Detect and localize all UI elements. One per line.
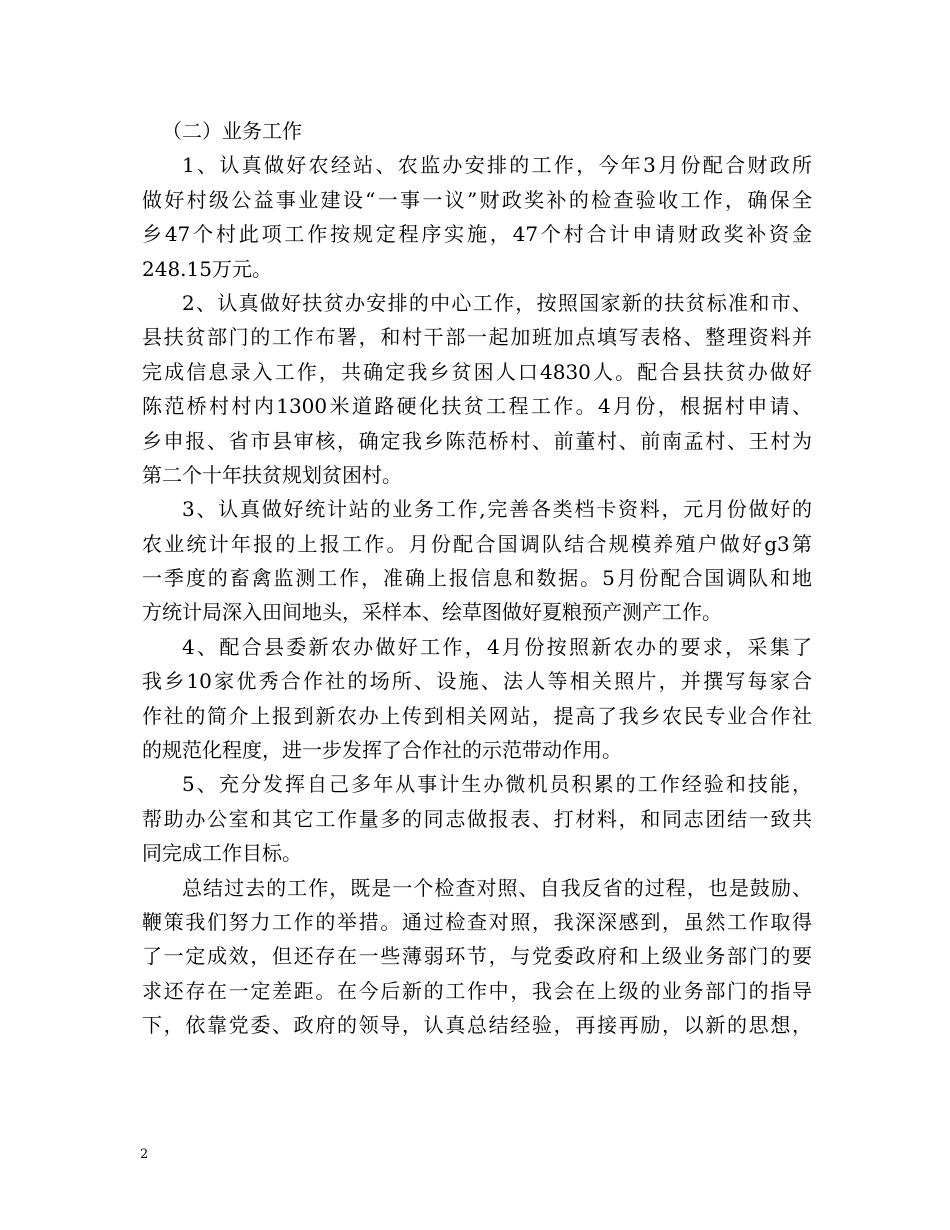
paragraph-line: 鞭策我们努力工作的举措。通过检查对照，我深深感到，虽然工作取得 <box>142 909 812 934</box>
paragraph-line: 陈范桥村村内1300米道路硬化扶贫工程工作。4月份，根据村申请、 <box>142 394 812 419</box>
paragraph-line: 2、认真做好扶贫办安排的中心工作，按照国家新的扶贫标准和市、 <box>182 290 812 315</box>
paragraph-line: 方统计局深入田间地头，采样本、绘草图做好夏粮预产测产工作。 <box>142 600 722 625</box>
paragraph-line: 县扶贫部门的工作布署，和村干部一起加班加点填写表格、整理资料并 <box>142 325 812 350</box>
paragraph-line: 我乡10家优秀合作社的场所、设施、法人等相关照片，并撰写每家合 <box>142 669 812 694</box>
paragraph-line: 同完成工作目标。 <box>142 841 302 866</box>
paragraph-line: 1、认真做好农经站、农监办安排的工作，今年3月份配合财政所 <box>182 153 812 178</box>
paragraph-line: 作社的简介上报到新农办上传到相关网站，提高了我乡农民专业合作社 <box>142 703 812 728</box>
paragraph-line: 求还存在一定差距。在今后新的工作中，我会在上级的业务部门的指导 <box>142 978 812 1003</box>
paragraph-line: 了一定成效，但还存在一些薄弱环节，与党委政府和上级业务部门的要 <box>142 944 812 969</box>
paragraph-line: 帮助办公室和其它工作量多的同志做报表、打材料，和同志团结一致共 <box>142 806 812 831</box>
paragraph-line: 5、充分发挥自己多年从事计生办微机员积累的工作经验和技能， <box>182 772 812 797</box>
section-heading: （二）业务工作 <box>162 119 302 143</box>
paragraph-line: 3、认真做好统计站的业务工作,完善各类档卡资料，元月份做好的 <box>182 497 812 522</box>
page-number: 2 <box>140 1147 149 1162</box>
paragraph-line: 总结过去的工作，既是一个检查对照、自我反省的过程，也是鼓励、 <box>182 875 812 900</box>
paragraph-line: 一季度的畜禽监测工作，准确上报信息和数据。5月份配合国调队和地 <box>142 566 812 591</box>
paragraph-line: 乡申报、省市县审核，确定我乡陈范桥村、前董村、前南孟村、王村为 <box>142 428 812 453</box>
document-body <box>142 114 812 1043</box>
paragraph-line: 农业统计年报的上报工作。月份配合国调队结合规模养殖户做好g3第 <box>142 531 812 556</box>
paragraph-line: 248.15万元。 <box>142 256 272 281</box>
paragraph-line: 完成信息录入工作，共确定我乡贫困人口4830人。配合县扶贫办做好 <box>142 359 812 384</box>
paragraph-line: 的规范化程度，进一步发挥了合作社的示范带动作用。 <box>142 738 622 763</box>
paragraph-line: 第二个十年扶贫规划贫困村。 <box>142 462 402 487</box>
paragraph-line: 做好村级公益事业建设“一事一议”财政奖补的检查验收工作，确保全 <box>142 187 812 212</box>
paragraph-line: 乡47个村此项工作按规定程序实施，47个村合计申请财政奖补资金 <box>142 222 812 247</box>
paragraph-line: 4、配合县委新农办做好工作，4月份按照新农办的要求，采集了 <box>182 634 812 659</box>
paragraph-line: 下，依靠党委、政府的领导，认真总结经验，再接再励，以新的思想， <box>142 1013 812 1038</box>
